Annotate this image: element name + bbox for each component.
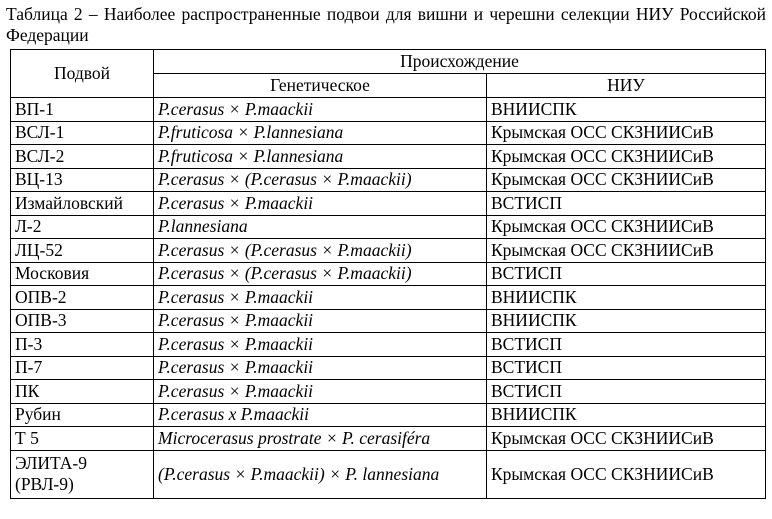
cell-genetic: P.cerasus × (P.cerasus × P.maackii) [154,168,487,192]
table-row [11,239,766,263]
cell-institution: ВНИИСПК [487,309,766,333]
table-row [11,333,766,357]
header-institution: НИУ [487,74,766,98]
cell-genetic: P.cerasus × P.maackii [154,192,487,216]
cell-institution: ВНИИСПК [487,403,766,427]
cell-institution: Крымская ОСС СКЗНИИСиВ [487,239,766,263]
cell-rootstock-line1: ЭЛИТА-9 [15,453,87,473]
table-row [11,356,766,380]
cell-rootstock [11,450,154,498]
cell-genetic: P.cerasus × P.maackii [154,356,487,380]
cell-institution: ВСТИСП [487,356,766,380]
header-origin: Происхождение [154,50,766,74]
cell-rootstock: Т 5 [11,427,154,451]
cell-institution: Крымская ОСС СКЗНИИСиВ [487,168,766,192]
cell-genetic: P.fruticosa × P.lannesiana [154,121,487,145]
table-row [11,286,766,310]
cell-rootstock: П-7 [11,356,154,380]
cell-rootstock: ВСЛ-1 [11,121,154,145]
table-row [11,98,766,122]
table-row [11,427,766,451]
cell-genetic: P.cerasus × P.maackii [154,380,487,404]
cell-genetic: P.fruticosa × P.lannesiana [154,145,487,169]
cell-rootstock: Московия [11,262,154,286]
cell-rootstock: ОПВ-2 [11,286,154,310]
cell-institution: ВНИИСПК [487,98,766,122]
cell-rootstock: ПК [11,380,154,404]
cell-genetic: Microcerasus prostrate × P. cerasiféra [154,427,487,451]
cell-rootstock: ВЦ-13 [11,168,154,192]
cell-genetic: P.cerasus × P.maackii [154,309,487,333]
cell-rootstock: ВП-1 [11,98,154,122]
cell-rootstock: Рубин [11,403,154,427]
table-row [11,403,766,427]
cell-genetic: P.cerasus × (P.cerasus × P.maackii) [154,262,487,286]
cell-rootstock: ВСЛ-2 [11,145,154,169]
cell-institution: ВСТИСП [487,192,766,216]
cell-institution: ВСТИСП [487,333,766,357]
cell-rootstock-line2: (РВЛ-9) [15,474,74,494]
table-row [11,309,766,333]
rootstock-table [10,49,766,499]
header-genetic: Генетическое [154,74,487,98]
cell-institution: Крымская ОСС СКЗНИИСиВ [487,450,766,498]
table-row [11,262,766,286]
cell-institution: Крымская ОСС СКЗНИИСиВ [487,215,766,239]
table-row [11,121,766,145]
cell-institution: ВСТИСП [487,380,766,404]
cell-rootstock: Л-2 [11,215,154,239]
table-row [11,380,766,404]
table-row [11,168,766,192]
cell-institution: ВСТИСП [487,262,766,286]
cell-genetic: P.lannesiana [154,215,487,239]
cell-genetic: P.cerasus × (P.cerasus × P.maackii) [154,239,487,263]
cell-institution: ВНИИСПК [487,286,766,310]
cell-rootstock: Измайловский [11,192,154,216]
cell-rootstock: П-3 [11,333,154,357]
table-row [11,450,766,498]
cell-institution: Крымская ОСС СКЗНИИСиВ [487,121,766,145]
cell-genetic: P.cerasus x P.maackii [154,403,487,427]
table-row [11,145,766,169]
cell-genetic: P.cerasus × P.maackii [154,286,487,310]
cell-rootstock: ЛЦ-52 [11,239,154,263]
table-caption: Таблица 2 – Наиболее распространенные подвои для вишни и черешни селекции НИУ Российской Федерации [6,4,766,45]
cell-rootstock: ОПВ-3 [11,309,154,333]
cell-institution: Крымская ОСС СКЗНИИСиВ [487,145,766,169]
cell-institution: Крымская ОСС СКЗНИИСиВ [487,427,766,451]
cell-genetic: (P.cerasus × P.maackii) × P. lannesiana [154,450,487,498]
table-row [11,215,766,239]
cell-genetic: P.cerasus × P.maackii [154,333,487,357]
header-rootstock: Подвой [11,50,154,98]
table-row [11,192,766,216]
cell-genetic: P.cerasus × P.maackii [154,98,487,122]
